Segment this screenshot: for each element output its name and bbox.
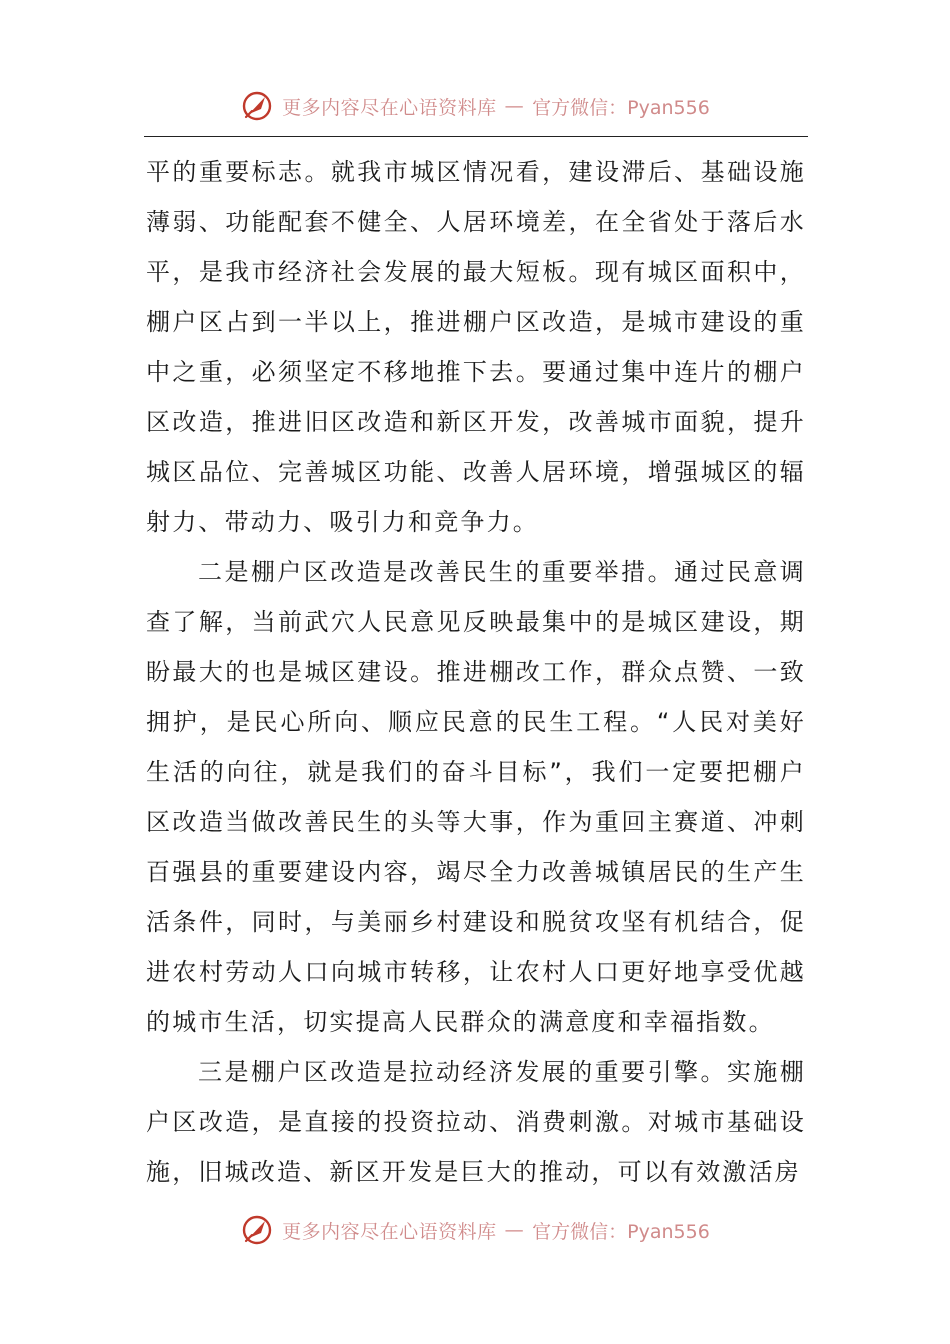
watermark-separator: — — [504, 95, 525, 117]
paragraph-2: 二是棚户区改造是改善民生的重要举措。通过民意调查了解，当前武穴人民意见反映最集中的是城区建设，期盼最大的也是城区建设。推进棚改工作，群众点赞、一致拥护，是民心所向、顺应民意的民生工程。“人民对美好生活的向往，就是我们的奋斗目标”，我们一定要把棚户区改造当做改善民生的头等大事，作为重回主赛道、冲刺百强县的重要建设内容，竭尽全力改善城镇居民的生产生活条件，同时，与美丽乡村建设和脱贫攻坚有机结合，促进农村劳动人口向城市转移，让农村人口更好地享受优越的城市生活，切实提高人民群众的满意度和幸福指数。 — [146, 558, 806, 1036]
watermark-brand: 更多内容尽在心语资料库 — [282, 96, 497, 119]
body-text — [146, 147, 806, 1197]
watermark-separator: — — [504, 1219, 525, 1241]
watermark-contact: 官方微信：Pyan556 — [532, 1220, 710, 1243]
header-divider — [144, 136, 808, 137]
paragraph-3: 三是棚户区改造是拉动经济发展的重要引擎。实施棚户区改造，是直接的投资拉动、消费刺激。对城市基础设施，旧城改造、新区开发是巨大的推动，可以有效激活房 — [146, 1058, 806, 1186]
footer-watermark — [0, 1208, 950, 1252]
header-watermark — [0, 84, 950, 128]
paragraph-1: 平的重要标志。就我市城区情况看，建设滞后、基础设施薄弱、功能配套不健全、人居环境差，在全省处于落后水平，是我市经济社会发展的最大短板。现有城区面积中，棚户区占到一半以上，推进棚户区改造，是城市建设的重中之重，必须坚定不移地推下去。要通过集中连片的棚户区改造，推进旧区改造和新区开发，改善城市面貌，提升城区品位、完善城区功能、改善人居环境，增强城区的辐射力、带动力、吸引力和竞争力。 — [146, 158, 806, 536]
quill-logo-icon — [240, 89, 274, 123]
quill-logo-icon — [240, 1213, 274, 1247]
watermark-contact: 官方微信：Pyan556 — [532, 96, 710, 119]
watermark-brand: 更多内容尽在心语资料库 — [282, 1220, 497, 1243]
